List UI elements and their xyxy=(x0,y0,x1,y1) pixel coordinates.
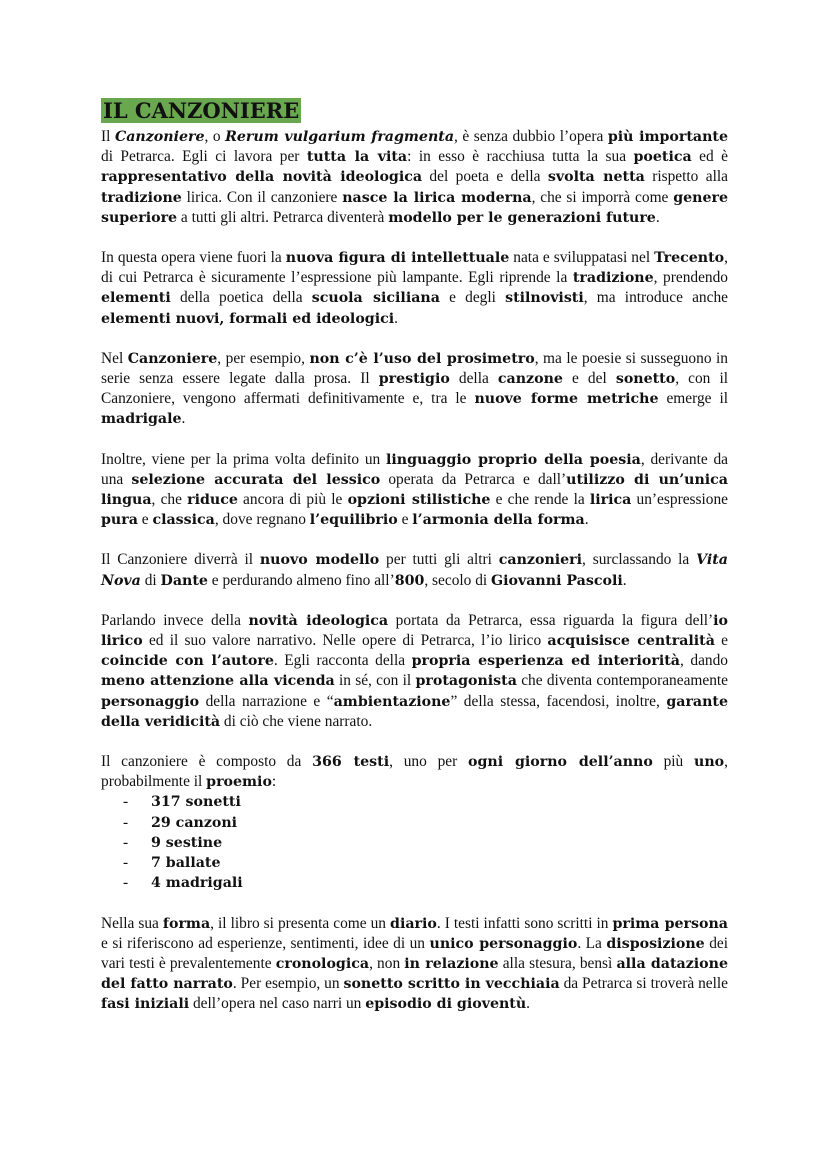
text-run: , il libro si presenta come un xyxy=(210,914,391,932)
paragraph xyxy=(101,349,728,430)
text-run: portata da Petrarca, essa riguarda la figura dell’ xyxy=(388,611,714,629)
metric-forms-list xyxy=(101,792,728,893)
document-body xyxy=(101,127,728,792)
text-run: . La xyxy=(577,934,607,952)
text-run: , di cui Petrarca è sicuramente l’espressione più lampante. Egli riprende la xyxy=(101,249,728,287)
text-run: e perdurando almeno fino all’ xyxy=(207,571,395,589)
bold-text: tradizione xyxy=(572,270,654,287)
text-run: , o xyxy=(204,128,226,145)
bold-text: elementi nuovi, formali ed ideologici xyxy=(101,310,395,327)
bold-text: sonetto scritto in vecchiaia xyxy=(343,976,560,993)
bold-italic-text xyxy=(115,129,205,145)
bold-text: fasi iniziali xyxy=(101,996,190,1013)
text-run: più xyxy=(652,753,695,771)
text-run: Inoltre, viene per la prima volta definito un xyxy=(101,450,387,468)
bold-text: io lirico xyxy=(101,612,728,650)
bold-text: protagonista xyxy=(415,673,517,690)
text-run: del poeta e della xyxy=(422,168,548,186)
italic-text: Rerum vulgarium fragmenta xyxy=(225,129,455,145)
text-run: , ma introduce anche xyxy=(583,289,728,307)
list-item xyxy=(101,792,728,812)
text-run: alla stesura, bensì xyxy=(498,954,617,972)
bold-text: propria esperienza ed interiorità xyxy=(411,653,680,670)
bold-text: riduce xyxy=(187,492,238,509)
bold-italic-text xyxy=(225,129,454,145)
text-run: , è senza dubbio l’opera xyxy=(454,128,608,145)
bold-text: sonetto xyxy=(615,371,676,388)
text-run: ancora di più le xyxy=(237,491,348,509)
bold-text: linguaggio proprio della poesia xyxy=(386,451,641,468)
text-run: , uno per xyxy=(389,753,469,771)
bold-text: lirica xyxy=(589,492,632,509)
bold-text: madrigale xyxy=(101,411,182,428)
text-run: di xyxy=(140,571,161,589)
list-item xyxy=(101,853,728,873)
text-run: In questa opera viene fuori la xyxy=(101,249,286,267)
text-run: e xyxy=(397,511,413,529)
bold-text: novità ideologica xyxy=(248,612,389,629)
list-item xyxy=(101,873,728,893)
text-run: ” della stessa, facendosi, inoltre, xyxy=(450,692,667,710)
text-run: : xyxy=(271,773,277,791)
text-run: ed il suo valore narrativo. Nelle opere di Petrarca, l’io lirico xyxy=(142,632,548,650)
bold-text: unico personaggio xyxy=(429,935,578,952)
bold-text: prima persona xyxy=(612,915,728,932)
bold-text: nasce la lirica moderna xyxy=(342,189,532,206)
text-run: . xyxy=(584,511,589,529)
bold-text: tutta la vita xyxy=(306,149,408,166)
text-run: , per esempio, xyxy=(217,349,310,367)
bold-text: l’armonia della forma xyxy=(412,512,585,529)
text-run: a tutti gli altri. Petrarca diventerà xyxy=(177,208,389,226)
bold-text: pura xyxy=(101,512,138,529)
text-run: , con il Canzoniere, vengono affermati definitivamente e, tra le xyxy=(101,370,728,408)
list-item xyxy=(101,833,728,853)
text-run: , ma le poesie si susseguono in serie senza essere legate dalla prosa. Il xyxy=(101,349,728,388)
bold-text: Canzoniere xyxy=(127,350,218,367)
bold-text: cronologica xyxy=(275,955,370,972)
paragraph xyxy=(101,127,728,228)
paragraph xyxy=(101,248,728,329)
bold-text: alla datazione del fatto narrato xyxy=(101,955,728,993)
bold-text: nuova figura di intellettuale xyxy=(285,250,510,267)
list-item-label: 317 sonetti xyxy=(151,794,241,811)
text-run: , prendendo xyxy=(653,269,729,287)
text-run: della poetica della xyxy=(170,289,312,307)
bold-text: genere superiore xyxy=(101,189,728,226)
text-run: emerge il xyxy=(658,390,728,408)
bold-text: garante della veridicità xyxy=(101,693,729,730)
text-run: da Petrarca si troverà nelle xyxy=(559,975,728,993)
bold-text: tradizione xyxy=(101,189,182,206)
text-run: di Petrarca. Egli ci lavora per xyxy=(101,148,307,166)
bold-text: acquisisce centralità xyxy=(547,633,715,650)
text-run: un’espressione xyxy=(631,491,729,509)
bold-text: diario xyxy=(390,915,437,932)
text-run: e si riferiscono ad esperienze, sentimenti, idee di un xyxy=(101,934,430,952)
bold-text: svolta netta xyxy=(547,169,645,186)
text-run: in sé, con il xyxy=(334,672,416,690)
text-run: ed è xyxy=(691,148,728,166)
text-run: , che xyxy=(151,491,188,509)
text-run: della narrazione e “ xyxy=(199,692,334,710)
bold-text: coincide con l’autore xyxy=(101,653,274,670)
text-run: lirica. Con il canzoniere xyxy=(181,188,343,206)
text-run: , secolo di xyxy=(424,571,492,589)
list-item xyxy=(101,813,728,833)
italic-text: Canzoniere xyxy=(114,129,205,145)
list-item-label: 9 sestine xyxy=(151,834,223,851)
text-run: dell’opera nel caso narri un xyxy=(189,995,366,1013)
text-run: e degli xyxy=(439,289,506,307)
text-run: che diventa contemporaneamente xyxy=(516,672,729,690)
list-bullet: - xyxy=(123,854,129,872)
bold-text: uno xyxy=(694,754,725,771)
text-run: . xyxy=(622,571,627,589)
text-run: . Per esempio, un xyxy=(232,975,344,993)
bold-text: più importante xyxy=(607,129,729,145)
text-run: . xyxy=(655,208,660,226)
bold-text: stilnovisti xyxy=(505,290,584,307)
bold-text: in relazione xyxy=(404,955,499,972)
text-run: . Egli racconta della xyxy=(273,652,412,670)
text-run: . xyxy=(181,410,186,428)
text-run: , surclassando la xyxy=(582,551,697,569)
bold-text: rappresentativo della novità ideologica xyxy=(101,169,423,186)
paragraph xyxy=(101,550,728,590)
bold-text: canzone xyxy=(497,371,563,388)
bold-text: personaggio xyxy=(101,693,200,710)
bold-text: proemio xyxy=(206,774,272,791)
list-item-label: 7 ballate xyxy=(151,855,221,872)
paragraph xyxy=(101,752,728,792)
text-run: e xyxy=(714,632,728,650)
text-run: Parlando invece della xyxy=(101,611,249,629)
bold-text: forma xyxy=(162,915,211,932)
text-run: dei vari testi è prevalentemente xyxy=(101,934,729,972)
italic-text: Vita Nova xyxy=(101,552,728,589)
bold-text: meno attenzione alla vicenda xyxy=(101,673,335,690)
text-run: e del xyxy=(562,370,616,388)
text-run: , che si imporrà come xyxy=(531,188,674,206)
text-run: e che rende la xyxy=(490,491,590,509)
list-item-label: 4 madrigali xyxy=(151,875,243,892)
text-run: , dando xyxy=(679,652,728,670)
text-run: operata da Petrarca e dall’ xyxy=(380,470,567,488)
text-run: , dove regnano xyxy=(214,511,310,529)
text-run: rispetto alla xyxy=(644,168,728,186)
text-run: . xyxy=(526,995,531,1013)
text-run: , non xyxy=(369,954,405,972)
text-run: Il xyxy=(101,128,115,145)
list-item-label: 29 canzoni xyxy=(151,814,238,831)
text-run: Il Canzoniere diverrà il xyxy=(101,551,260,569)
paragraph xyxy=(101,450,728,531)
bold-text: 366 testi xyxy=(312,754,390,771)
bold-text: prestigio xyxy=(378,371,450,388)
bold-text: elementi xyxy=(101,290,171,307)
text-run: . I testi infatti sono scritti in xyxy=(436,914,613,932)
text-run: . xyxy=(394,309,398,327)
text-run: per tutti gli altri xyxy=(379,551,499,569)
text-run: Il canzoniere è composto da xyxy=(101,753,313,771)
text-run: : in esso è racchiusa tutta la sua xyxy=(407,148,634,166)
bold-text: ogni giorno dell’anno xyxy=(468,754,653,771)
bold-text: classica xyxy=(152,512,215,529)
list-bullet: - xyxy=(123,793,129,811)
text-run: Nel xyxy=(101,349,128,367)
text-run: Nella sua xyxy=(101,914,163,932)
bold-text: disposizione xyxy=(606,935,705,952)
list-bullet: - xyxy=(123,813,129,831)
text-run: di ciò che viene narrato. xyxy=(220,712,373,730)
bold-text: ambientazione xyxy=(333,693,451,710)
bold-text: opzioni stilistiche xyxy=(347,492,491,509)
list-bullet: - xyxy=(123,833,129,851)
page-title: IL CANZONIERE xyxy=(103,98,300,123)
bold-text: 800 xyxy=(394,572,425,589)
bold-text: scuola siciliana xyxy=(311,290,440,307)
paragraph xyxy=(101,611,728,732)
list-bullet: - xyxy=(123,874,129,892)
text-run: , probabilmente il xyxy=(101,753,728,791)
bold-text: nuove forme metriche xyxy=(474,391,659,408)
bold-text: nuovo modello xyxy=(259,552,380,569)
bold-text: selezione accurata del lessico xyxy=(131,471,381,488)
bold-text: utilizzo di un’unica lingua xyxy=(101,471,728,509)
bold-text: Giovanni Pascoli xyxy=(491,572,623,589)
text-run: , derivante da una xyxy=(101,450,728,488)
bold-text: Dante xyxy=(160,572,208,589)
bold-text: poetica xyxy=(633,149,692,166)
bold-text: non c’è l’uso del prosimetro xyxy=(309,350,535,367)
bold-text: l’equilibrio xyxy=(309,512,398,529)
text-run: e xyxy=(137,511,153,529)
text-run: nata e sviluppatasi nel xyxy=(509,249,655,267)
bold-text: canzonieri xyxy=(498,552,583,569)
bold-text: modello per le generazioni future xyxy=(388,209,656,226)
bold-text: episodio di gioventù xyxy=(365,996,527,1013)
bold-text: Trecento xyxy=(654,250,725,267)
text-run: della xyxy=(449,370,498,388)
paragraph-form xyxy=(101,914,728,1015)
